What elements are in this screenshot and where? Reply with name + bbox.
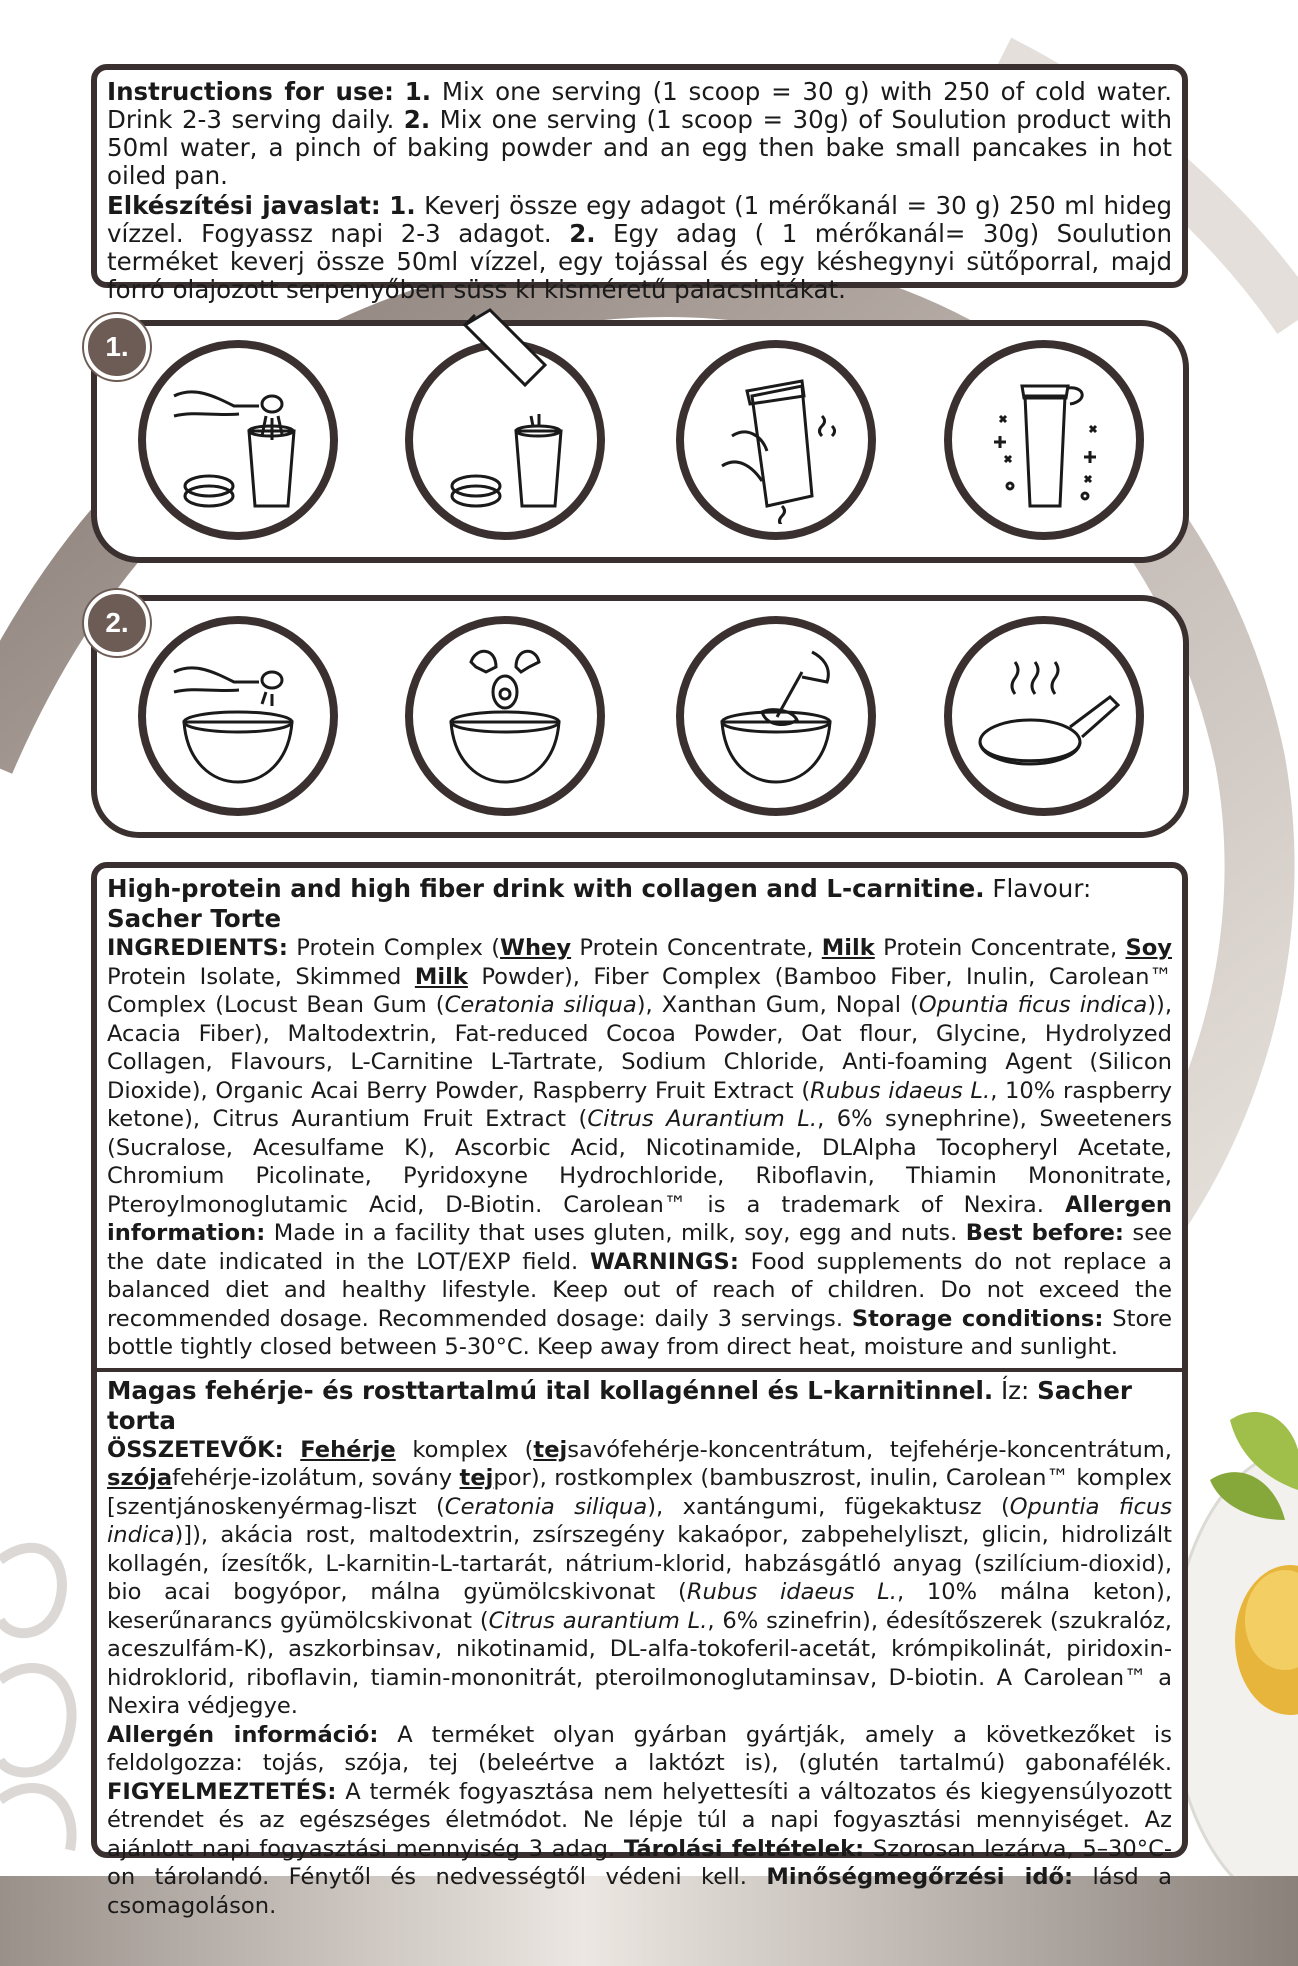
- hungarian-ingredients-text: savófehérje-koncentrátum, tejfehérje-koncentrátum,: [567, 1436, 1172, 1463]
- allergen-tej: tej: [459, 1465, 494, 1491]
- english-ingredients-text: Powder), Fiber Complex (Bamboo Fiber, Inulin, Carolean™ Complex (Locust Bean Gum (: [107, 963, 1172, 1018]
- hungarian-ingredients-text: , 6% szinefrin), édesítőszerek (szukralóz, aceszulfám-K), aszkorbinsav, nikotinamid, DL-alfa-tokoferil-acetát, krómpikolinát, piridoxin-hidroklorid, riboflavin, tiamin-mononitrát, pteroilmonoglutaminsav, D-biotin. A Carolean™ a Nexira védjegye.: [107, 1607, 1172, 1719]
- en-step1-text: Mix one serving (1 scoop = 30 g) with 250 of cold water. Drink 2-3 serving daily.: [107, 77, 1172, 134]
- english-flavour: Sacher Torte: [107, 904, 282, 933]
- step-2-badge-label: 2.: [105, 607, 129, 638]
- allergen-milk: Milk: [414, 963, 468, 990]
- hungarian-best-before-text: lásd a csomagoláson.: [107, 1864, 1172, 1919]
- powder-bag-icon: [455, 305, 565, 415]
- instructions-hu-label: Elkészítési javaslat:: [107, 191, 381, 220]
- en-step2-number: 2.: [403, 105, 431, 134]
- hungarian-ingredients-text: , 10% málna keton), keserűnarancs gyümölcskivonat (: [107, 1579, 1172, 1634]
- instructions-en-label: Instructions for use:: [107, 77, 394, 106]
- instructions-box: [91, 64, 1188, 304]
- allergen-tej: tej: [533, 1436, 568, 1463]
- hungarian-ingredients-text: [284, 1437, 301, 1463]
- hungarian-ingredients-text: )]), akácia rost, maltodextrin, zsírszegény kakaópor, zabpehelyliszt, glicin, hidrolizált kollagén, ízesítők, L-karnitin-L-tartarát, nátrium-klorid, habzásgátló anyag (szilícium-dioxid), bio acai bogyópor, málna gyümölcskivonat (: [107, 1522, 1172, 1605]
- hu-step1-number: 1.: [389, 191, 416, 220]
- english-allergen-text: Made in a facility that uses gluten, milk, soy, egg and nuts.: [265, 1220, 966, 1246]
- section-divider: [97, 1368, 1182, 1372]
- step-1-badge-label: 1.: [105, 331, 129, 362]
- en-step2-text: Mix one serving (1 scoop = 30g) of Soulution product with 50ml water, a pinch of baking powder and an egg then bake small pancakes in hot oiled pan.: [107, 105, 1172, 190]
- english-best-before-text: see the date indicated in the LOT/EXP field.: [107, 1220, 1172, 1275]
- scoop-into-bowl-icon: [138, 616, 338, 816]
- hu-step1-text: Keverj össze egy adagot (1 mérőkanál = 30 g) 250 ml hideg vízzel. Fogyassz napi 2-3 adagot.: [107, 191, 1173, 248]
- english-flavour-label: Flavour:: [984, 874, 1092, 903]
- hungarian-flavour: Sacher torta: [107, 1375, 1132, 1435]
- latin-name: Opuntia ficus indica: [107, 1493, 1172, 1548]
- hungarian-storage-label: Tárolási feltételek:: [623, 1835, 865, 1862]
- hungarian-storage-text: Szorosan lezárva, 5–30°C-on tárolandó. Fénytől és nedvességtől védeni kell.: [107, 1835, 1173, 1890]
- english-warnings-label: WARNINGS:: [590, 1248, 739, 1275]
- hungarian-ingredients: [107, 1436, 1172, 1921]
- english-title-line: [107, 874, 1172, 934]
- plate-with-lemon-icon: [1170, 1412, 1298, 1910]
- hungarian-warnings-label: FIGYELMEZTETÉS:: [107, 1778, 337, 1805]
- hungarian-product-title: Magas fehérje- és rosttartalmú ital kollagénnel és L-karnitinnel.: [107, 1375, 994, 1405]
- frying-pan-icon: [944, 616, 1144, 816]
- english-ingredients-text: Protein Concentrate,: [874, 935, 1126, 961]
- shake-shaker-icon: [676, 340, 876, 540]
- english-ingredients-label: INGREDIENTS:: [107, 935, 288, 961]
- hungarian-warnings-text: A termék fogyasztása nem helyettesíti a változatos és kiegyensúlyozott étrendet és az egészséges életmódot. Ne lépje túl a napi fogyasztási mennyiséget. Az ajánlott napi fogyasztási mennyiség 3 adag.: [107, 1778, 1172, 1862]
- allergen-szoja: szója: [107, 1465, 173, 1491]
- english-allergen-label: Allergen information:: [107, 1191, 1172, 1246]
- english-ingredients-text: Protein Complex (: [287, 935, 501, 961]
- latin-name: Ceratonia siliqua: [444, 1493, 648, 1520]
- latin-name: Citrus Aurantium L.: [587, 1106, 818, 1132]
- english-product-title: High-protein and high fiber drink with collagen and L-carnitine.: [107, 874, 985, 903]
- allergen-whey: Whey: [500, 935, 572, 961]
- crack-egg-icon: [405, 616, 605, 816]
- hungarian-allergen-text: A terméket olyan gyárban gyártják, amely a következőket is feldolgozza: tojás, szója, tej (beleértve a laktózt is), (glutén tartalmú) gabonafélék.: [107, 1721, 1172, 1776]
- english-storage-label: Storage conditions:: [851, 1305, 1104, 1332]
- instructions-en: [107, 78, 1172, 190]
- hungarian-allergen-label: Allergén információ:: [107, 1721, 379, 1748]
- allergen-milk: Milk: [821, 935, 875, 961]
- hungarian-ingredients-text: por), rostkomplex (bambuszrost, inulin, Carolean™ komplex [szentjánoskenyérmag-liszt (: [107, 1465, 1172, 1520]
- latin-name: Opuntia ficus indica: [918, 992, 1148, 1018]
- step-1-badge: [84, 314, 150, 380]
- english-ingredients-text: Protein Isolate, Skimmed: [107, 963, 415, 990]
- english-ingredients: [107, 934, 1172, 1362]
- hu-step2-number: 2.: [569, 219, 596, 248]
- english-ingredients-text: Protein Concentrate,: [571, 935, 822, 961]
- en-step1-number: 1.: [404, 77, 432, 106]
- english-ingredients-text: , 10% raspberry ketone), Citrus Aurantium Fruit Extract (: [107, 1077, 1172, 1132]
- allergen-feherje: Fehérje: [300, 1436, 396, 1463]
- hungarian-flavour-label: Íz:: [993, 1375, 1038, 1405]
- english-best-before-label: Best before:: [965, 1220, 1124, 1246]
- allergen-soy: Soy: [1125, 935, 1172, 961]
- hu-step2-text: Egy adag ( 1 mérőkanál= 30g) Soulution terméket keverj össze 50ml vízzel, egy tojással és egy késhegynyi sütőporral, majd forró olajozott serpenyőben süss ki kisméretű palacsintákat.: [107, 219, 1173, 304]
- instructions-hu: [107, 192, 1172, 304]
- latin-name: Citrus aurantium L.: [488, 1607, 708, 1634]
- english-storage-text: Store bottle tightly closed between 5-30°C. Keep away from direct heat, moisture and sunlight.: [107, 1305, 1172, 1360]
- hungarian-title-line: [107, 1376, 1172, 1436]
- hungarian-ingredients-text: ), xantángumi, fügekaktusz (: [647, 1493, 1010, 1520]
- step-2-badge: [84, 590, 150, 656]
- english-info-box: [91, 862, 1188, 1919]
- english-warnings-text: Food supplements do not replace a balanced diet and healthy lifestyle. Keep out of reach of children. Do not exceed the recommended dosage. Recommended dosage: daily 3 servings.: [107, 1248, 1172, 1332]
- latin-name: Ceratonia siliqua: [444, 992, 637, 1018]
- hungarian-ingredients-text: komplex (: [395, 1436, 534, 1463]
- scoop-powder-icon: [138, 340, 338, 540]
- english-ingredients-text: ), Xanthan Gum, Nopal (: [636, 992, 919, 1018]
- latin-name: Rubus idaeus L.: [686, 1579, 897, 1605]
- english-ingredients-text: )), Acacia Fiber), Maltodextrin, Fat-reduced Cocoa Powder, Oat flour, Glycine, Hydrolyzed Collagen, Flavours, L-Carnitine L-Tartrate, Sodium Chloride, Anti-foaming Agent (Silicon Dioxide), Organic Acai Berry Powder, Raspberry Fruit Extract (: [107, 992, 1173, 1104]
- hungarian-best-before-label: Minőségmegőrzési idő:: [766, 1864, 1074, 1890]
- hungarian-ingredients-label: ÖSSZETEVŐK:: [107, 1436, 284, 1463]
- hungarian-ingredients-text: fehérje-izolátum, sovány: [172, 1465, 460, 1491]
- ready-shaker-icon: [944, 340, 1144, 540]
- whisk-bowl-icon: [676, 616, 876, 816]
- latin-name: Rubus idaeus L.: [810, 1077, 991, 1104]
- english-ingredients-text: , 6% synephrine), Sweeteners (Sucralose, Acesulfame K), Ascorbic Acid, Nicotinamide, DLAlpha Tocopheryl Acetate, Chromium Picolinate, Pyridoxyne Hydrochloride, Riboflavin, Thiamin Mononitrate, Pteroylmonoglutamic Acid, D-Biotin. Carolean™ is a trademark of Nexira.: [107, 1106, 1173, 1218]
